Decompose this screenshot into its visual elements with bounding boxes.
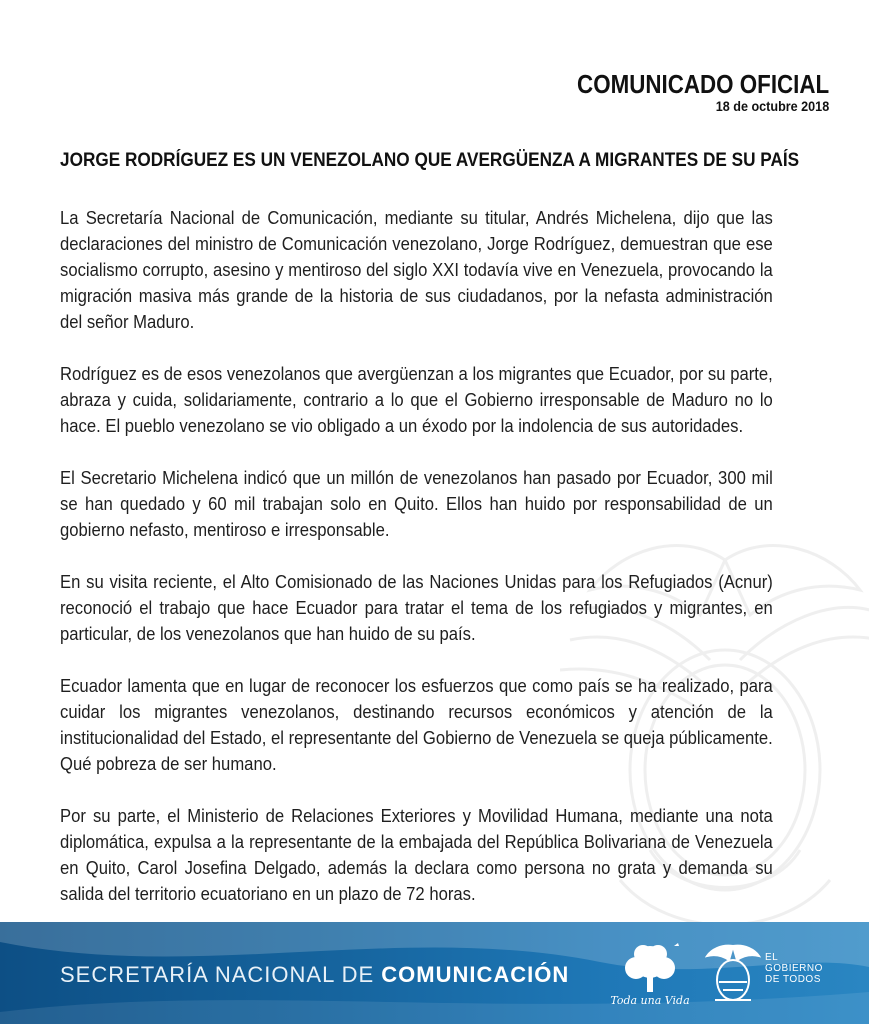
paragraph-6: Por su parte, el Ministerio de Relaciones Exteriores y Movilidad Humana, mediante una nota diplomática, expulsa a la representante de la embajada del República Bolivariana de Venezuela en Quito, Carol Josefina Delgado, además la declara como persona no grata y demanda su salida del territorio ecuatoriano en un plazo de 72 horas. [60,805,773,904]
gob-line-3: DE TODOS [765,974,821,985]
secretaria-label-light: SECRETARÍA NACIONAL DE [60,962,382,987]
secretaria-label [60,962,569,988]
paragraph-2: Rodríguez es de esos venezolanos que avergüenzan a los migrantes que Ecuador, por su parte, abraza y cuida, solidariamente, contrario a lo que el Gobierno irresponsable de Maduro no lo hace. El pueblo venezolano se vio obligado a un éxodo por la indolencia de sus autoridades. [60,363,773,436]
gobierno-de-todos-logo [765,952,835,985]
ecuador-shield-logo-icon [705,942,761,1010]
document-title: COMUNICADO OFICIAL [576,69,829,99]
secretaria-label-bold: COMUNICACIÓN [381,962,570,987]
paragraph-3: El Secretario Michelena indicó que un millón de venezolanos han pasado por Ecuador, 300 mil se han quedado y 60 mil trabajan solo en Quito. Ellos han huido por responsabilidad de un gobierno nefasto, mentiroso e irresponsable. [60,467,773,540]
paragraph-4: En su visita reciente, el Alto Comisionado de las Naciones Unidas para los Refugiados (Acnur) reconoció el trabajo que hace Ecuador para tratar el tema de los refugiados y migrantes, en particular, de los venezolanos que han huido de su país. [60,571,773,644]
paragraph-5: Ecuador lamenta que en lugar de reconocer los esfuerzos que como país se ha realizado, para cuidar los migrantes venezolanos, destinando recursos económicos y atención de la institucionalidad del Estado, el representante del Gobierno de Venezuela se queja públicamente. Qué pobreza de ser humano. [60,675,773,774]
gob-line-2: GOBIERNO [765,963,823,974]
gob-line-1: EL [765,952,779,963]
toda-una-vida-text: Toda una Vida [610,994,690,1007]
document-date: 18 de octubre 2018 [715,98,829,114]
headline: JORGE RODRÍGUEZ ES UN VENEZOLANO QUE AVERGÜENZA A MIGRANTES DE SU PAÍS [60,150,800,171]
body-text [60,205,773,933]
paragraph-1: La Secretaría Nacional de Comunicación, mediante su titular, Andrés Michelena, dijo que las declaraciones del ministro de Comunicación venezolano, Jorge Rodríguez, demuestran que ese socialismo corrupto, asesino y mentiroso del siglo XXI todavía vive en Venezuela, provocando la migración masiva más grande de la historia de sus ciudadanos, por la nefasta administración del señor Maduro. [60,207,773,332]
footer-banner [0,922,869,1024]
header [536,70,829,114]
